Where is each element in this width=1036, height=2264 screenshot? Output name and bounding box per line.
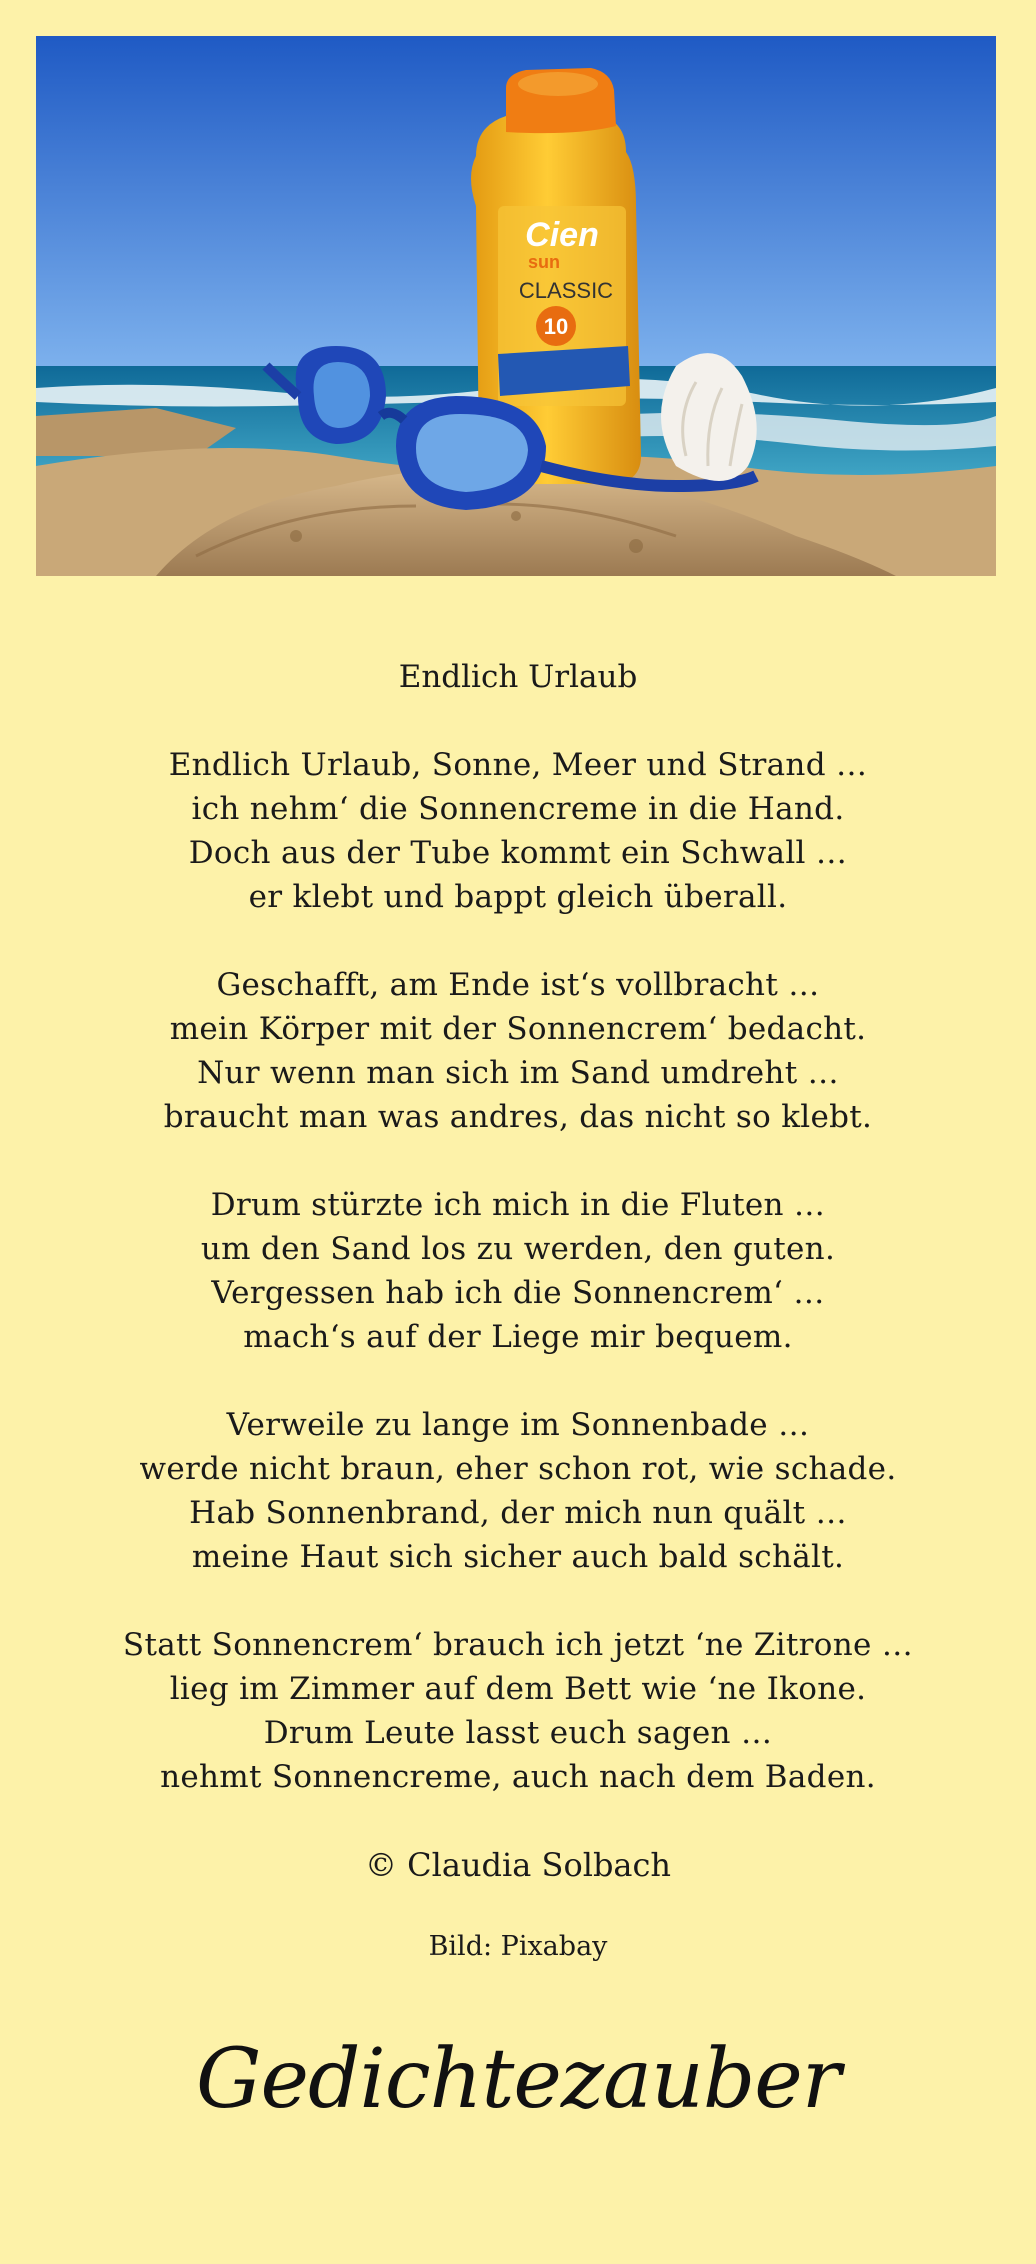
poem-line: Geschafft, am Ende ist‘s vollbracht … — [216, 967, 820, 1003]
beach-illustration — [36, 36, 996, 576]
stanza-4 — [0, 1403, 1036, 1579]
poem-line: ich nehm‘ die Sonnencreme in die Hand. — [191, 791, 845, 827]
poem-line: werde nicht braun, eher schon rot, wie schade. — [139, 1451, 897, 1487]
poem-line: Drum stürzte ich mich in die Fluten … — [210, 1187, 826, 1223]
bottle-brand-text: Cien — [525, 216, 599, 254]
poem-title: Endlich Urlaub — [398, 659, 638, 695]
poem-line: Drum Leute lasst euch sagen … — [263, 1715, 773, 1751]
stanza-1 — [0, 743, 1036, 919]
poem-line: Doch aus der Tube kommt ein Schwall … — [188, 835, 848, 871]
poem-line: Hab Sonnenbrand, der mich nun quält … — [189, 1495, 847, 1531]
copyright-line: © Claudia Solbach — [364, 1846, 672, 1884]
stanza-5 — [0, 1623, 1036, 1799]
poem-line: Nur wenn man sich im Sand umdreht … — [197, 1055, 839, 1091]
poem-line: mein Körper mit der Sonnencrem‘ bedacht. — [169, 1011, 867, 1047]
poem — [0, 655, 1036, 1967]
poem-line: meine Haut sich sicher auch bald schält. — [191, 1539, 845, 1575]
poem-line: lieg im Zimmer auf dem Bett wie ‘ne Ikone. — [169, 1671, 867, 1707]
poem-line: mach‘s auf der Liege mir bequem. — [243, 1319, 793, 1355]
stanza-2 — [0, 963, 1036, 1139]
poem-line: nehmt Sonnencreme, auch nach dem Baden. — [160, 1759, 876, 1795]
image-credit: Bild: Pixabay — [428, 1931, 608, 1962]
poem-line: braucht man was andres, das nicht so klebt. — [163, 1099, 873, 1135]
poem-line: Verweile zu lange im Sonnenbade … — [226, 1407, 810, 1443]
beach-photo — [36, 36, 996, 576]
signature-logo: Gedichtezauber — [195, 2032, 841, 2127]
bottle-line-text: sun — [527, 252, 561, 272]
bottle-variant-text: CLASSIC — [518, 278, 614, 303]
poem-line: um den Sand los zu werden, den guten. — [200, 1231, 836, 1267]
poem-line: Endlich Urlaub, Sonne, Meer und Strand … — [168, 747, 868, 783]
poem-line: Statt Sonnencrem‘ brauch ich jetzt ‘ne Zitrone … — [122, 1627, 914, 1663]
poem-line: er klebt und bappt gleich überall. — [248, 879, 788, 915]
poem-line: Vergessen hab ich die Sonnencrem‘ … — [211, 1275, 825, 1311]
stanza-3 — [0, 1183, 1036, 1359]
bottle-spf-text: 10 — [543, 314, 569, 339]
